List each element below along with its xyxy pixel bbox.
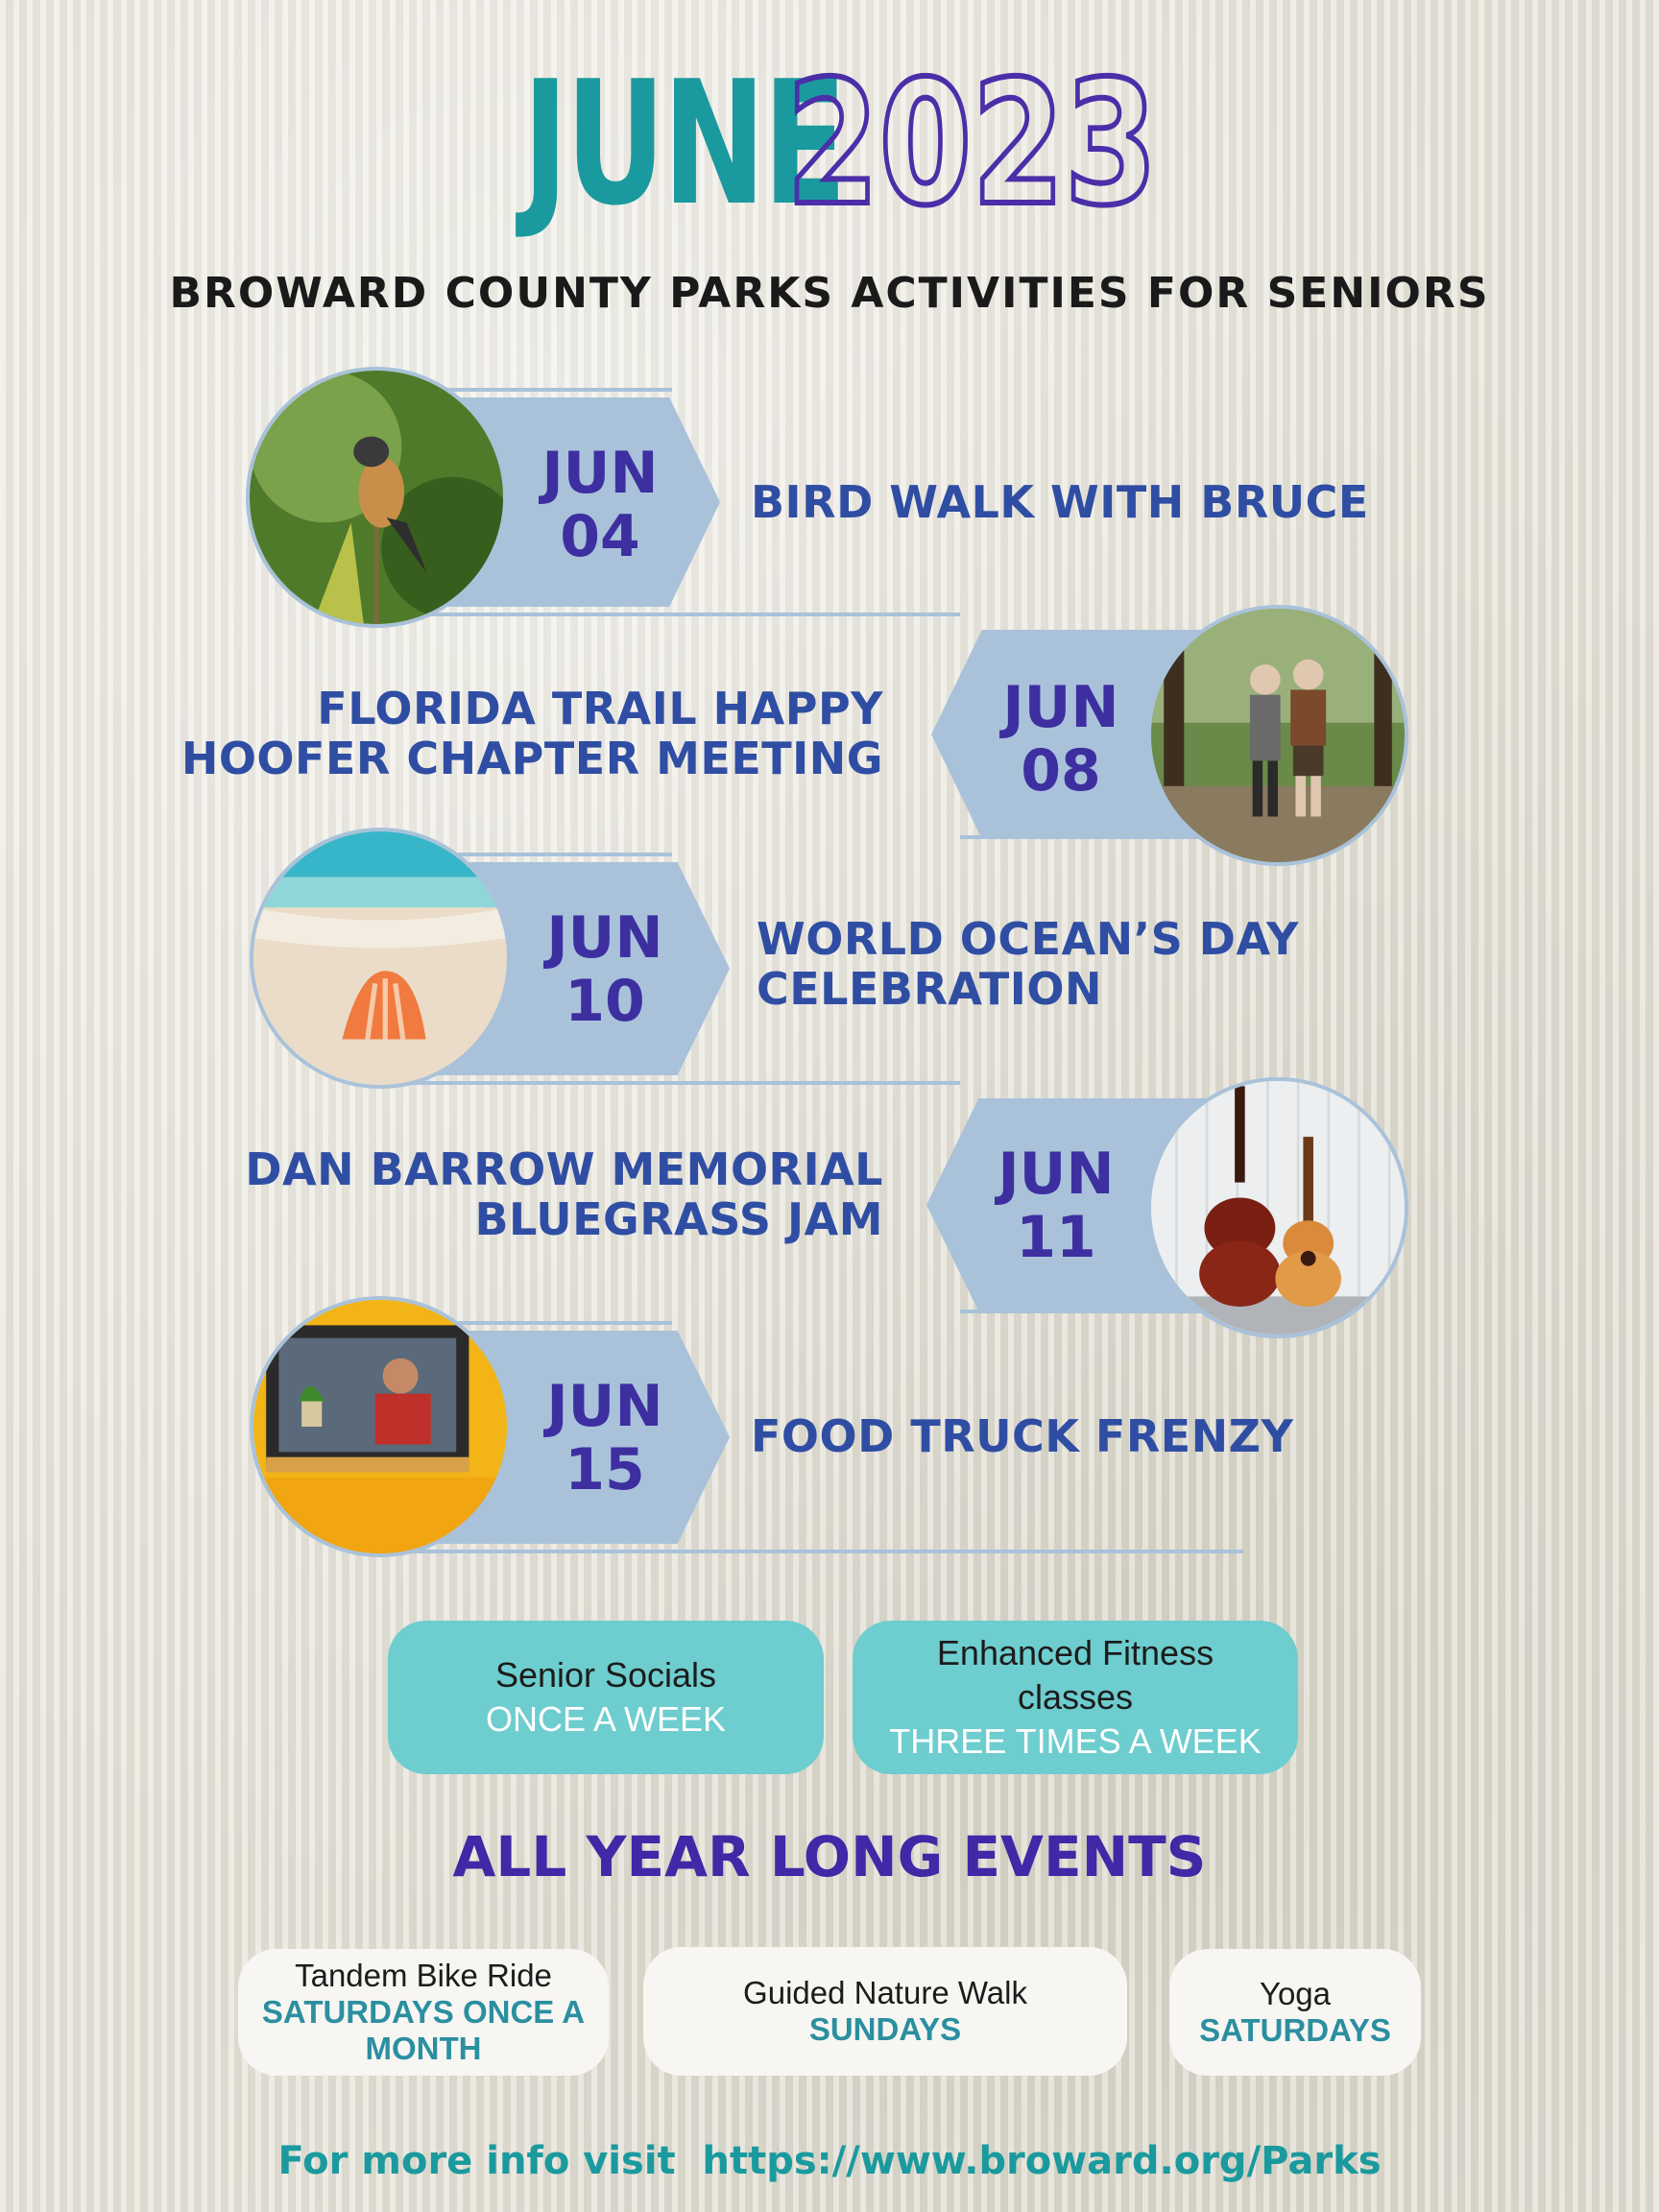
hikers-icon (1151, 609, 1405, 862)
event-date-month: JUN (546, 1373, 663, 1440)
seashell-icon (253, 831, 507, 1085)
year-event-schedule: MONTH (365, 2031, 482, 2066)
weekly-activity-card (853, 1621, 1298, 1774)
event-date-month: JUN (1002, 674, 1119, 741)
event-date-day: 08 (1021, 737, 1101, 805)
event-title-line: BLUEGRASS JAM (474, 1193, 883, 1245)
year-event-card (1169, 1949, 1421, 2076)
event-title (96, 1144, 883, 1244)
activity-frequency: ONCE A WEEK (485, 1699, 727, 1739)
event-date-day: 15 (565, 1436, 645, 1503)
activity-name: Enhanced Fitness (936, 1633, 1214, 1672)
event-title-line: FLORIDA TRAIL HAPPY (317, 683, 883, 734)
year-event-schedule: SATURDAYS (1199, 2012, 1391, 2048)
event-title-line: WORLD OCEAN’S DAY (757, 913, 1299, 965)
food-truck-photo (250, 1296, 511, 1557)
title-year: 2023 (785, 44, 1158, 243)
event-title-line: DAN BARROW MEMORIAL (245, 1143, 883, 1195)
hikers-photo (1147, 605, 1408, 866)
instruments-icon (1151, 1081, 1405, 1334)
year-event-name: Guided Nature Walk (743, 1975, 1027, 2010)
title-month: JUNE (521, 44, 844, 243)
year-event-schedule: SATURDAYS ONCE A (261, 1994, 586, 2030)
event-date (979, 676, 1142, 803)
event-date-day: 10 (565, 968, 645, 1035)
food-truck-icon (253, 1300, 507, 1553)
event-date-month: JUN (998, 1141, 1115, 1208)
year-event-name: Yoga (1259, 1976, 1332, 2011)
year-event-card (238, 1949, 609, 2076)
event-date-day: 04 (560, 503, 640, 570)
event-title-line: CELEBRATION (757, 963, 1103, 1015)
event-date (974, 1142, 1138, 1269)
bird-icon (250, 371, 503, 624)
event-date-day: 11 (1016, 1204, 1096, 1271)
year-event-name: Tandem Bike Ride (295, 1958, 552, 1993)
event-title (757, 914, 1486, 1014)
event-title: FOOD TRUCK FRENZY (751, 1410, 1294, 1462)
footer-link[interactable]: https://www.broward.org/Parks (702, 2139, 1382, 2183)
activity-frequency: THREE TIMES A WEEK (889, 1721, 1262, 1761)
event-date (518, 442, 682, 568)
footer-label: For more info visit (277, 2139, 676, 2183)
event-rail (384, 613, 960, 616)
event-title (96, 684, 883, 783)
event-date (523, 906, 686, 1033)
event-date (523, 1375, 686, 1502)
all-year-heading: ALL YEAR LONG EVENTS (452, 1824, 1207, 1889)
page-subtitle: BROWARD COUNTY PARKS ACTIVITIES FOR SENIORS (169, 269, 1490, 318)
event-title-line: HOOFER CHAPTER MEETING (180, 733, 883, 784)
event-date-month: JUN (541, 440, 659, 507)
instruments-photo (1147, 1077, 1408, 1338)
footer-info (0, 2139, 1659, 2183)
year-event-schedule: SUNDAYS (808, 2011, 962, 2047)
seashell-photo (250, 828, 511, 1089)
page-title (0, 44, 1659, 243)
weekly-activity-card (388, 1621, 824, 1774)
bird-photo (246, 367, 507, 628)
event-date-month: JUN (546, 904, 663, 972)
event-title: BIRD WALK WITH BRUCE (751, 476, 1369, 528)
activity-name: classes (1017, 1677, 1134, 1717)
event-rail (384, 1081, 960, 1085)
activity-name: Senior Socials (494, 1655, 717, 1695)
event-rail (384, 1550, 1243, 1553)
year-event-card (643, 1947, 1127, 2076)
